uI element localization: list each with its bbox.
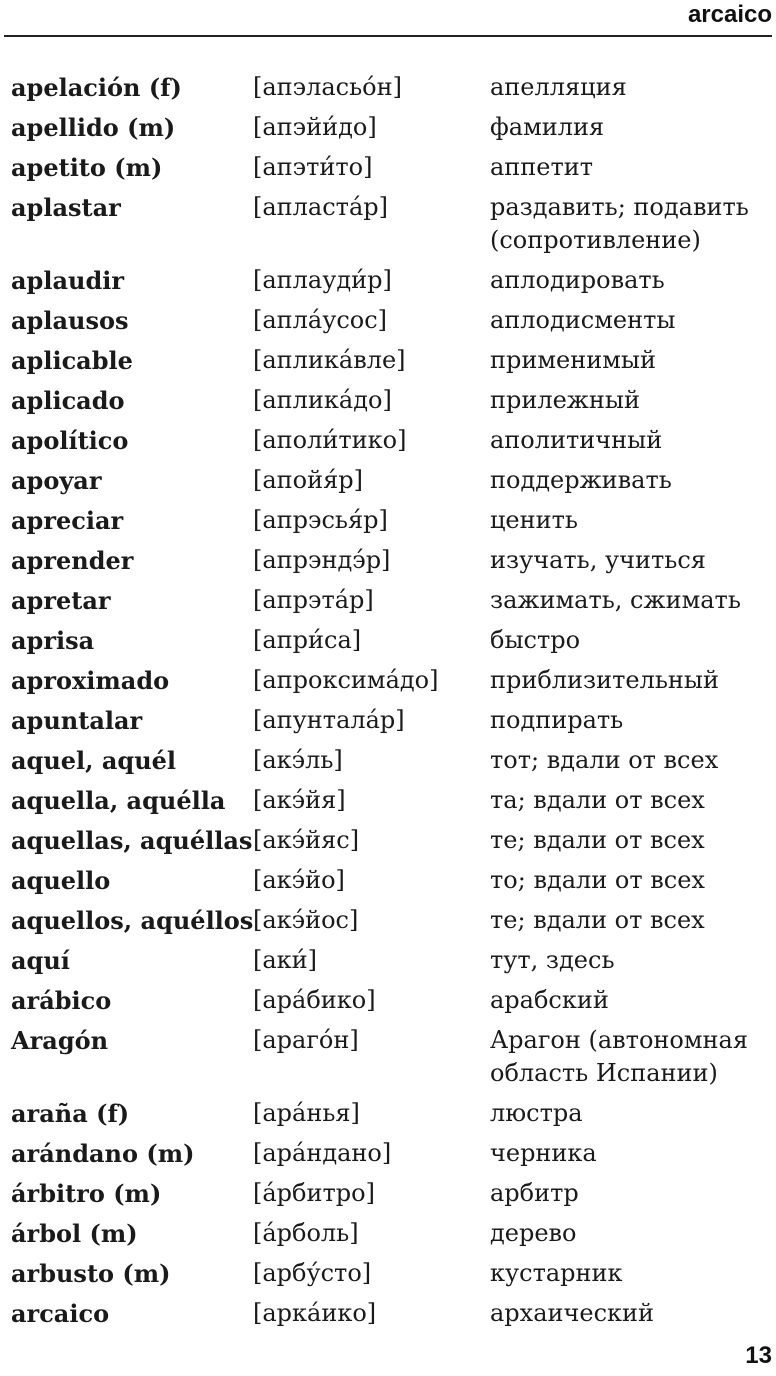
entry-translation: ценить: [490, 506, 578, 534]
entry-term: aproximado: [11, 666, 170, 695]
entry-pronunciation: [апрэсья́р]: [253, 506, 388, 534]
entry-translation: люстра: [490, 1099, 583, 1127]
entry-translation: применимый: [490, 346, 656, 374]
entry-term: Aragón: [11, 1026, 109, 1055]
entry-term: arándano (m): [11, 1139, 195, 1168]
dictionary-entry: [0, 704, 776, 744]
dictionary-entry: [0, 71, 776, 111]
entry-translation: поддерживать: [490, 466, 672, 494]
running-header-word: arcaico: [687, 1, 772, 28]
entry-translation: изучать, учиться: [490, 546, 706, 574]
entry-term: arbusto (m): [11, 1259, 171, 1288]
dictionary-entry: [0, 864, 776, 904]
dictionary-entry: [0, 384, 776, 424]
entry-term: aplaudir: [11, 266, 124, 295]
entry-translation: подпирать: [490, 706, 624, 734]
entry-term: apoyar: [11, 466, 102, 495]
entry-pronunciation: [аки́]: [253, 946, 318, 974]
entry-pronunciation: [акэ́йос]: [253, 906, 359, 934]
entry-pronunciation: [акэ́йяс]: [253, 826, 360, 854]
entry-term: apetito (m): [11, 153, 163, 182]
entry-term: apreciar: [11, 506, 124, 535]
entry-translation: зажимать, сжимать: [490, 586, 741, 614]
entry-term: araña (f): [11, 1099, 130, 1128]
entry-term: apolítico: [11, 426, 129, 455]
entry-term: aprender: [11, 546, 134, 575]
header-rule: [4, 35, 772, 37]
entry-translation: быстро: [490, 626, 581, 654]
dictionary-entry: [0, 111, 776, 151]
dictionary-entry: [0, 1177, 776, 1217]
entry-pronunciation: [апэйи́до]: [253, 113, 377, 141]
entry-term: aplastar: [11, 193, 121, 222]
dictionary-entry: [0, 744, 776, 784]
entry-pronunciation: [апри́са]: [253, 626, 362, 654]
entry-pronunciation: [апэти́то]: [253, 153, 373, 181]
entry-translation: арабский: [490, 986, 609, 1014]
entry-term: aplicable: [11, 346, 133, 375]
entry-translation: аплодисменты: [490, 306, 676, 334]
entry-term: aquellas, aquéllas: [11, 826, 253, 855]
entry-translation: фамилия: [490, 113, 605, 141]
dictionary-entry: [0, 784, 776, 824]
dictionary-entry: [0, 264, 776, 304]
dictionary-entry: [0, 304, 776, 344]
entry-term: apellido (m): [11, 113, 176, 142]
entry-pronunciation: [апрэта́р]: [253, 586, 374, 614]
entry-term: apelación (f): [11, 73, 182, 102]
entry-pronunciation: [апла́усос]: [253, 306, 388, 334]
entry-pronunciation: [апэласьо́н]: [253, 73, 402, 101]
entry-translation: аппетит: [490, 153, 594, 181]
entry-term: apretar: [11, 586, 111, 615]
entry-translation: кустарник: [490, 1259, 623, 1287]
entry-pronunciation: [апласта́р]: [253, 193, 388, 221]
dictionary-entry: [0, 1024, 776, 1097]
dictionary-entry: [0, 624, 776, 664]
entry-translation: тут, здесь: [490, 946, 615, 974]
entry-translation: те; вдали от всех: [490, 906, 705, 934]
entry-translation: раздавить; подавить (сопротивление): [490, 193, 749, 254]
entry-pronunciation: [акэ́йя]: [253, 786, 346, 814]
entry-term: arcaico: [11, 1299, 110, 1328]
entry-pronunciation: [ара́нья]: [253, 1099, 360, 1127]
entry-translation: аполитичный: [490, 426, 663, 454]
dictionary-entry: [0, 904, 776, 944]
dictionary-entry: [0, 584, 776, 624]
dictionary-entry: [0, 464, 776, 504]
dictionary-entry: [0, 1137, 776, 1177]
entry-pronunciation: [аплауди́р]: [253, 266, 392, 294]
entry-term: aquello: [11, 866, 111, 895]
entry-term: aquella, aquélla: [11, 786, 226, 815]
dictionary-entry: [0, 344, 776, 384]
entry-translation: та; вдали от всех: [490, 786, 705, 814]
entry-pronunciation: [арбу́сто]: [253, 1259, 372, 1287]
entry-term: aplausos: [11, 306, 129, 335]
entry-translation: дерево: [490, 1219, 577, 1247]
entry-translation: те; вдали от всех: [490, 826, 705, 854]
entry-translation: тот; вдали от всех: [490, 746, 719, 774]
entry-pronunciation: [а́рболь]: [253, 1219, 359, 1247]
entry-translation: приблизительный: [490, 666, 720, 694]
dictionary-entry: [0, 664, 776, 704]
entry-pronunciation: [акэ́ль]: [253, 746, 343, 774]
dictionary-entry: [0, 504, 776, 544]
dictionary-entry: [0, 1217, 776, 1257]
entry-pronunciation: [апунтала́р]: [253, 706, 405, 734]
dictionary-entry: [0, 544, 776, 584]
entry-pronunciation: [аполи́тико]: [253, 426, 407, 454]
entry-pronunciation: [араго́н]: [253, 1026, 359, 1054]
dictionary-entry: [0, 824, 776, 864]
entry-term: apuntalar: [11, 706, 143, 735]
entry-pronunciation: [апроксима́до]: [253, 666, 439, 694]
entry-translation: прилежный: [490, 386, 640, 414]
entry-term: arábico: [11, 986, 112, 1015]
entry-pronunciation: [арка́ико]: [253, 1299, 377, 1327]
dictionary-entry: [0, 191, 776, 264]
entry-pronunciation: [акэ́йо]: [253, 866, 345, 894]
dictionary-entry: [0, 1297, 776, 1337]
dictionary-entry: [0, 984, 776, 1024]
entry-term: árbitro (m): [11, 1179, 162, 1208]
entry-term: aquí: [11, 946, 70, 975]
dictionary-entry: [0, 1097, 776, 1137]
entry-translation: апелляция: [490, 73, 627, 101]
page-number: 13: [745, 1342, 772, 1369]
entry-translation: Арагон (автономная область Испании): [490, 1026, 748, 1087]
entry-term: aquel, aquél: [11, 746, 177, 775]
dictionary-entry-list: [0, 71, 776, 1337]
entry-term: árbol (m): [11, 1219, 138, 1248]
entry-translation: архаический: [490, 1299, 655, 1327]
entry-pronunciation: [а́рбитро]: [253, 1179, 375, 1207]
entry-pronunciation: [ара́ндано]: [253, 1139, 392, 1167]
dictionary-entry: [0, 424, 776, 464]
entry-term: aprisa: [11, 626, 95, 655]
entry-pronunciation: [апойя́р]: [253, 466, 363, 494]
dictionary-entry: [0, 151, 776, 191]
entry-translation: черника: [490, 1139, 597, 1167]
entry-pronunciation: [аплика́до]: [253, 386, 392, 414]
entry-translation: аплодировать: [490, 266, 665, 294]
entry-pronunciation: [ара́бико]: [253, 986, 376, 1014]
entry-translation: арбитр: [490, 1179, 579, 1207]
entry-term: aplicado: [11, 386, 125, 415]
entry-translation: то; вдали от всех: [490, 866, 705, 894]
dictionary-entry: [0, 944, 776, 984]
entry-pronunciation: [апрэндэ́р]: [253, 546, 391, 574]
dictionary-entry: [0, 1257, 776, 1297]
entry-pronunciation: [аплика́вле]: [253, 346, 406, 374]
entry-term: aquellos, aquéllos: [11, 906, 254, 935]
